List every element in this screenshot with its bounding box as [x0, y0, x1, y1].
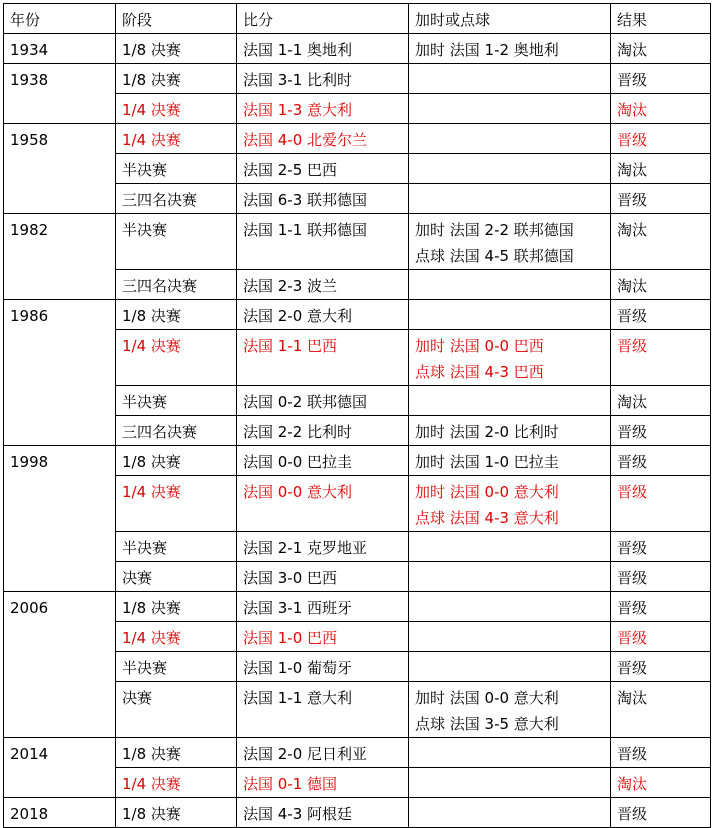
table-row — [4, 592, 711, 622]
score-cell: 法国 2-0 尼日利亚 — [237, 738, 409, 768]
result-cell: 淘汰 — [611, 682, 711, 738]
stage-cell: 半决赛 — [116, 652, 237, 682]
result-cell: 晋级 — [611, 562, 711, 592]
extra-time-line: 加时 法国 0-0 意大利 — [415, 483, 559, 501]
stage-cell: 1/8 决赛 — [116, 798, 237, 828]
extra-time-line: 加时 法国 0-0 巴西 — [415, 337, 544, 355]
extra-time-cell — [409, 652, 611, 682]
result-cell: 晋级 — [611, 738, 711, 768]
score-cell: 法国 0-0 巴拉圭 — [237, 446, 409, 476]
header-stage: 阶段 — [116, 4, 237, 34]
extra-time-line: 加时 法国 1-2 奥地利 — [415, 41, 559, 59]
score-cell: 法国 4-0 北爱尔兰 — [237, 124, 409, 154]
extra-time-cell — [409, 476, 611, 532]
extra-time-cell — [409, 184, 611, 214]
stage-cell: 半决赛 — [116, 532, 237, 562]
extra-time-cell — [409, 330, 611, 386]
header-year: 年份 — [4, 4, 116, 34]
result-cell: 淘汰 — [611, 214, 711, 270]
score-cell: 法国 2-2 比利时 — [237, 416, 409, 446]
stage-cell: 1/4 决赛 — [116, 330, 237, 386]
stage-cell: 决赛 — [116, 682, 237, 738]
extra-time-cell — [409, 562, 611, 592]
score-cell: 法国 4-3 阿根廷 — [237, 798, 409, 828]
extra-time-cell — [409, 446, 611, 476]
year-cell: 2006 — [4, 592, 116, 738]
stage-cell: 半决赛 — [116, 214, 237, 270]
header-extra-time: 加时或点球 — [409, 4, 611, 34]
extra-time-line: 加时 法国 2-0 比利时 — [415, 423, 559, 441]
score-cell: 法国 2-1 克罗地亚 — [237, 532, 409, 562]
extra-time-line: 点球 法国 4-5 联邦德国 — [415, 247, 574, 265]
result-cell: 晋级 — [611, 476, 711, 532]
year-cell: 2014 — [4, 738, 116, 798]
extra-time-cell — [409, 416, 611, 446]
score-cell: 法国 1-0 巴西 — [237, 622, 409, 652]
extra-time-cell — [409, 622, 611, 652]
extra-time-line: 加时 法国 2-2 联邦德国 — [415, 221, 574, 239]
score-cell: 法国 1-1 意大利 — [237, 682, 409, 738]
table-row — [4, 738, 711, 768]
score-cell: 法国 2-5 巴西 — [237, 154, 409, 184]
extra-time-cell — [409, 300, 611, 330]
result-cell: 晋级 — [611, 446, 711, 476]
score-cell: 法国 1-1 联邦德国 — [237, 214, 409, 270]
result-cell: 淘汰 — [611, 768, 711, 798]
year-cell: 1958 — [4, 124, 116, 214]
extra-time-cell — [409, 798, 611, 828]
stage-cell: 1/4 决赛 — [116, 94, 237, 124]
extra-time-line: 加时 法国 0-0 意大利 — [415, 689, 559, 707]
result-cell: 晋级 — [611, 64, 711, 94]
result-cell: 淘汰 — [611, 94, 711, 124]
score-cell: 法国 1-1 奥地利 — [237, 34, 409, 64]
stage-cell: 1/8 决赛 — [116, 592, 237, 622]
result-cell: 晋级 — [611, 300, 711, 330]
stage-cell: 决赛 — [116, 562, 237, 592]
score-cell: 法国 0-1 德国 — [237, 768, 409, 798]
extra-time-cell — [409, 94, 611, 124]
score-cell: 法国 0-0 意大利 — [237, 476, 409, 532]
result-cell: 晋级 — [611, 592, 711, 622]
extra-time-line: 点球 法国 4-3 意大利 — [415, 509, 559, 527]
table-row — [4, 64, 711, 94]
result-cell: 晋级 — [611, 184, 711, 214]
table-row — [4, 124, 711, 154]
extra-time-cell — [409, 214, 611, 270]
year-cell: 1986 — [4, 300, 116, 446]
year-cell: 1998 — [4, 446, 116, 592]
extra-time-cell — [409, 682, 611, 738]
table-row — [4, 34, 711, 64]
result-cell: 晋级 — [611, 532, 711, 562]
header-score: 比分 — [237, 4, 409, 34]
score-cell: 法国 1-3 意大利 — [237, 94, 409, 124]
results-table-body — [4, 4, 711, 828]
extra-time-cell — [409, 386, 611, 416]
extra-time-cell — [409, 768, 611, 798]
result-cell: 晋级 — [611, 652, 711, 682]
stage-cell: 三四名决赛 — [116, 416, 237, 446]
year-cell: 1982 — [4, 214, 116, 300]
result-cell: 晋级 — [611, 124, 711, 154]
extra-time-cell — [409, 154, 611, 184]
result-cell: 淘汰 — [611, 154, 711, 184]
result-cell: 淘汰 — [611, 34, 711, 64]
extra-time-cell — [409, 738, 611, 768]
stage-cell: 1/8 决赛 — [116, 300, 237, 330]
stage-cell: 1/8 决赛 — [116, 446, 237, 476]
table-row — [4, 446, 711, 476]
score-cell: 法国 3-1 西班牙 — [237, 592, 409, 622]
stage-cell: 1/4 决赛 — [116, 124, 237, 154]
score-cell: 法国 2-0 意大利 — [237, 300, 409, 330]
score-cell: 法国 3-0 巴西 — [237, 562, 409, 592]
extra-time-cell — [409, 592, 611, 622]
results-table — [3, 3, 711, 828]
extra-time-line: 点球 法国 3-5 意大利 — [415, 715, 559, 733]
header-row — [4, 4, 711, 34]
score-cell: 法国 2-3 波兰 — [237, 270, 409, 300]
stage-cell: 1/8 决赛 — [116, 64, 237, 94]
extra-time-cell — [409, 124, 611, 154]
extra-time-cell — [409, 270, 611, 300]
year-cell: 2018 — [4, 798, 116, 828]
result-cell: 晋级 — [611, 798, 711, 828]
year-cell: 1938 — [4, 64, 116, 124]
table-row — [4, 300, 711, 330]
score-cell: 法国 0-2 联邦德国 — [237, 386, 409, 416]
extra-time-line: 点球 法国 4-3 巴西 — [415, 363, 544, 381]
score-cell: 法国 1-0 葡萄牙 — [237, 652, 409, 682]
stage-cell: 1/4 决赛 — [116, 622, 237, 652]
result-cell: 晋级 — [611, 330, 711, 386]
header-result: 结果 — [611, 4, 711, 34]
result-cell: 淘汰 — [611, 386, 711, 416]
result-cell: 晋级 — [611, 416, 711, 446]
result-cell: 晋级 — [611, 622, 711, 652]
result-cell: 淘汰 — [611, 270, 711, 300]
stage-cell: 1/4 决赛 — [116, 768, 237, 798]
extra-time-cell — [409, 532, 611, 562]
stage-cell: 1/8 决赛 — [116, 738, 237, 768]
score-cell: 法国 3-1 比利时 — [237, 64, 409, 94]
extra-time-line: 加时 法国 1-0 巴拉圭 — [415, 453, 559, 471]
stage-cell: 半决赛 — [116, 386, 237, 416]
year-cell: 1934 — [4, 34, 116, 64]
stage-cell: 半决赛 — [116, 154, 237, 184]
stage-cell: 三四名决赛 — [116, 184, 237, 214]
extra-time-cell — [409, 34, 611, 64]
extra-time-cell — [409, 64, 611, 94]
stage-cell: 1/8 决赛 — [116, 34, 237, 64]
score-cell: 法国 6-3 联邦德国 — [237, 184, 409, 214]
score-cell: 法国 1-1 巴西 — [237, 330, 409, 386]
table-row — [4, 798, 711, 828]
stage-cell: 三四名决赛 — [116, 270, 237, 300]
table-row — [4, 214, 711, 270]
stage-cell: 1/4 决赛 — [116, 476, 237, 532]
